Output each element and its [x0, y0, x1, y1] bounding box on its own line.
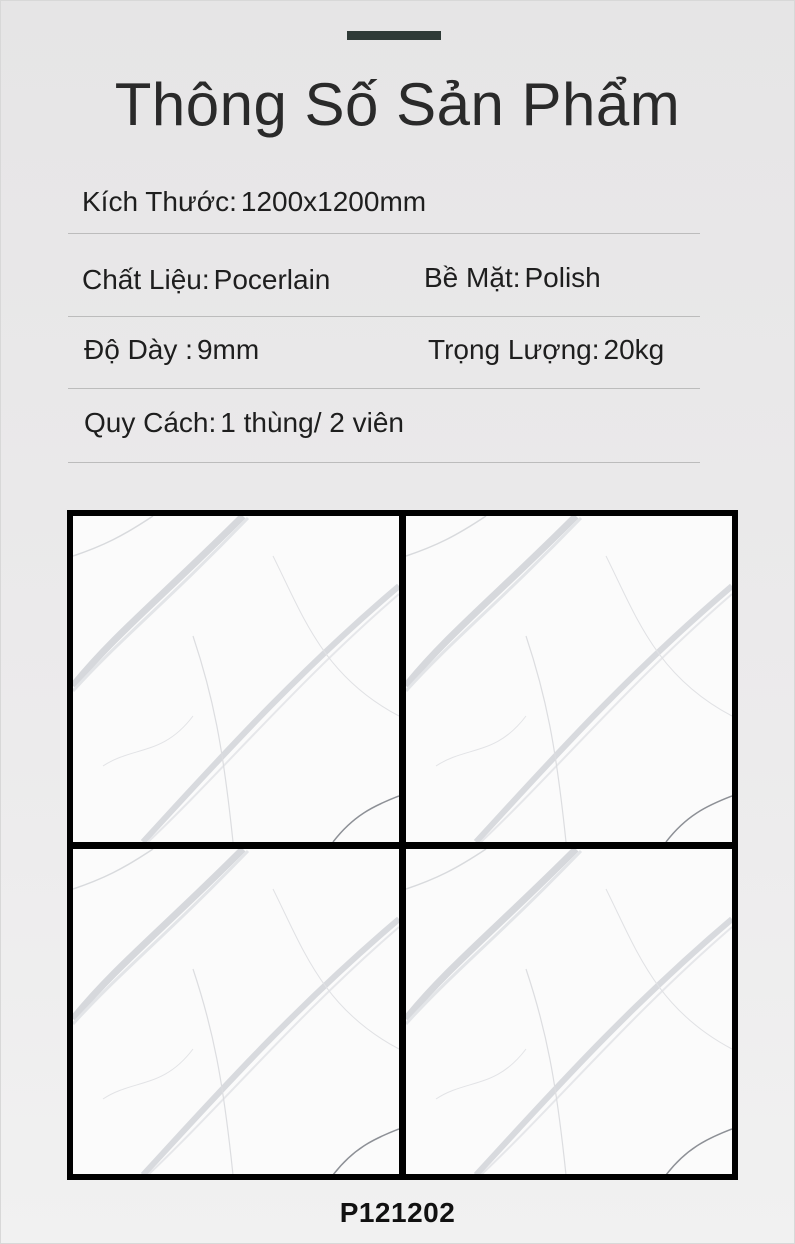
- spec-size-value: 1200x1200mm: [240, 186, 427, 217]
- spec-size-label: Kích Thước:: [82, 186, 237, 217]
- spec-thickness-value: 9mm: [196, 334, 260, 365]
- marble-tile: [406, 849, 732, 1174]
- tile-grid: [67, 510, 738, 1180]
- title-accent-bar: [347, 31, 441, 40]
- spec-material-label: Chất Liệu:: [82, 264, 210, 295]
- spec-surface-label: Bề Mặt:: [424, 262, 521, 293]
- marble-tile: [406, 516, 732, 842]
- spec-weight-label: Trọng Lượng:: [428, 334, 600, 365]
- spec-thickness-label: Độ Dày :: [84, 334, 193, 365]
- spec-packing-value: 1 thùng/ 2 viên: [220, 407, 404, 438]
- spec-packing-label: Quy Cách:: [84, 407, 217, 438]
- spec-material: [82, 264, 330, 296]
- spec-surface: [424, 262, 601, 294]
- page-title: Thông Số Sản Phẩm: [114, 71, 681, 138]
- product-code: P121202: [339, 1197, 456, 1228]
- spec-material-value: Pocerlain: [213, 264, 331, 295]
- spec-weight-value: 20kg: [603, 334, 665, 365]
- spec-thickness: [84, 334, 259, 366]
- marble-tile: [73, 516, 399, 842]
- marble-tile: [73, 849, 399, 1174]
- spec-surface-value: Polish: [524, 262, 601, 293]
- spec-packing: [84, 407, 404, 439]
- spec-size: [82, 186, 426, 218]
- spec-weight: [428, 334, 664, 366]
